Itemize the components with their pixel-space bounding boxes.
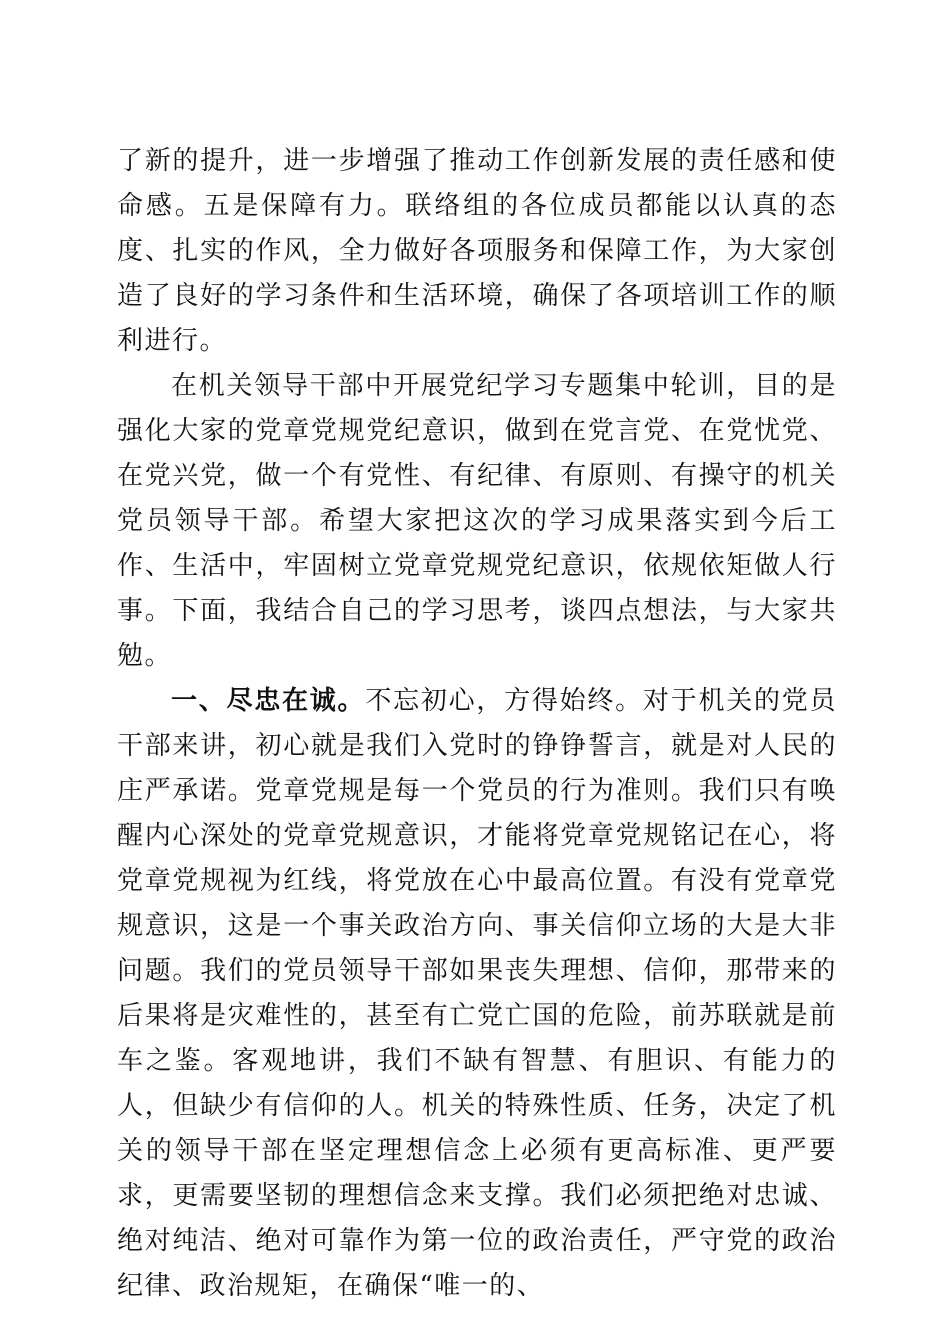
paragraph-intro: 在机关领导干部中开展党纪学习专题集中轮训，目的是强化大家的党章党规党纪意识，做到在党言党、在党忧党、在党兴党，做一个有党性、有纪律、有原则、有操守的机关党员领导干部。希望大家把这次的学习成果落实到今后工作、生活中，牢固树立党章党规党纪意识，依规依矩做人行事。下面，我结合自己的学习思考，谈四点想法，与大家共勉。 <box>117 371 837 671</box>
body-text <box>117 139 837 1309</box>
section-heading: 一、尽忠在诚。 <box>171 686 366 716</box>
paragraph-continuation: 了新的提升，进一步增强了推动工作创新发展的责任感和使命感。五是保障有力。联络组的各位成员都能以认真的态度、扎实的作风，全力做好各项服务和保障工作，为大家创造了良好的学习条件和生活环境，确保了各项培训工作的顺利进行。 <box>117 146 837 356</box>
section-body: 不忘初心，方得始终。对于机关的党员干部来讲，初心就是我们入党时的铮铮誓言，就是对人民的庄严承诺。党章党规是每一个党员的行为准则。我们只有唤醒内心深处的党章党规意识，才能将党章党规铭记在心，将党章党规视为红线，将党放在心中最高位置。有没有党章党规意识，这是一个事关政治方向、事关信仰立场的大是大非问题。我们的党员领导干部如果丧失理想、信仰，那带来的后果将是灾难性的，甚至有亡党亡国的危险，前苏联就是前车之鉴。客观地讲，我们不缺有智慧、有胆识、有能力的人，但缺少有信仰的人。机关的特殊性质、任务，决定了机关的领导干部在坚定理想信念上必须有更高标准、更严要求，更需要坚韧的理想信念来支撑。我们必须把绝对忠诚、绝对纯洁、绝对可靠作为第一位的政治责任，严守党的政治纪律、政治规矩，在确保“唯一的、 <box>117 686 837 1301</box>
paragraph-section-one <box>117 679 837 1309</box>
